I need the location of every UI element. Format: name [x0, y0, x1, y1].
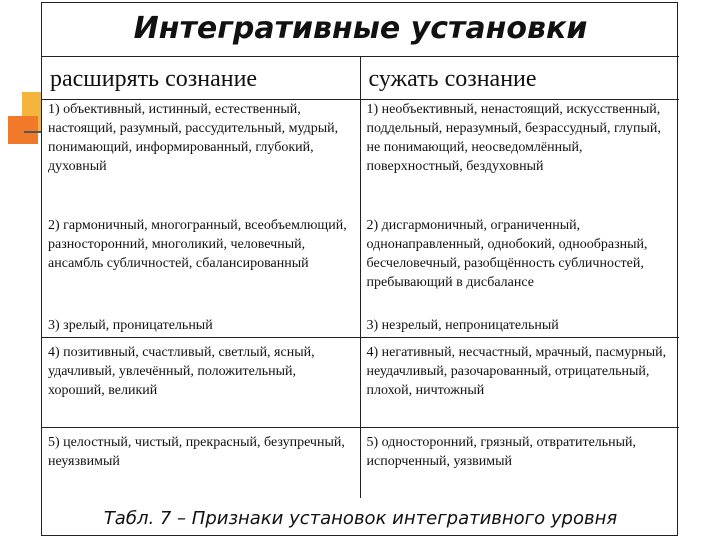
header-narrow-consciousness: сужать сознание — [368, 66, 537, 92]
cell-left: 4) позитивный, счастливый, светлый, ясный, удачливый, увлечённый, положительный, хороший, великий — [42, 338, 360, 428]
cell-left: 5) целостный, чистый, прекрасный, безупречный, неуязвимый — [42, 428, 360, 498]
decorative-square-accent — [8, 116, 38, 144]
cell-left: 3) зрелый, проницательный — [42, 316, 360, 338]
table-row — [42, 100, 679, 216]
attitudes-table — [42, 57, 679, 498]
cell-right: 1) необъективный, ненастоящий, искусственный, поддельный, неразумный, безрассудный, глупый, не понимающий, неосведомлённый, поверхностный, бездуховный — [360, 100, 679, 216]
cell-right: 4) негативный, несчастный, мрачный, пасмурный, неудачливый, разочарованный, отрицательный, плохой, ничтожный — [360, 338, 679, 428]
cell-right: 2) дисгармоничный, ограниченный, однонаправленный, однобокий, однообразный, бесчеловечный, разобщённость субличностей, пребывающий в дисбалансе — [366, 217, 648, 290]
cell-right: 5) односторонний, грязный, отвратительный, испорченный, уязвимый — [360, 428, 679, 498]
slide-title: Интегративные установки — [133, 11, 588, 46]
header-expand-consciousness: расширять сознание — [42, 57, 360, 100]
table-row — [42, 338, 679, 428]
table-row — [42, 316, 679, 338]
cell-left: 1) объективный, истинный, естественный, настоящий, разумный, рассудительный, мудрый, понимающий, информированный, глубокий, духовный — [42, 100, 360, 216]
table-header-row — [42, 57, 679, 100]
cell-left: 2) гармоничный, многогранный, всеобъемлющий, разносторонний, многоликий, человечный, ансамбль субличностей, сбалансированный — [42, 216, 360, 316]
table-row — [42, 428, 679, 498]
cell-right: 3) незрелый, непроницательный — [366, 317, 559, 333]
table-row — [42, 216, 679, 316]
table-caption: Табл. 7 – Признаки установок интегративного уровня — [103, 508, 618, 529]
slide-frame — [41, 2, 678, 536]
